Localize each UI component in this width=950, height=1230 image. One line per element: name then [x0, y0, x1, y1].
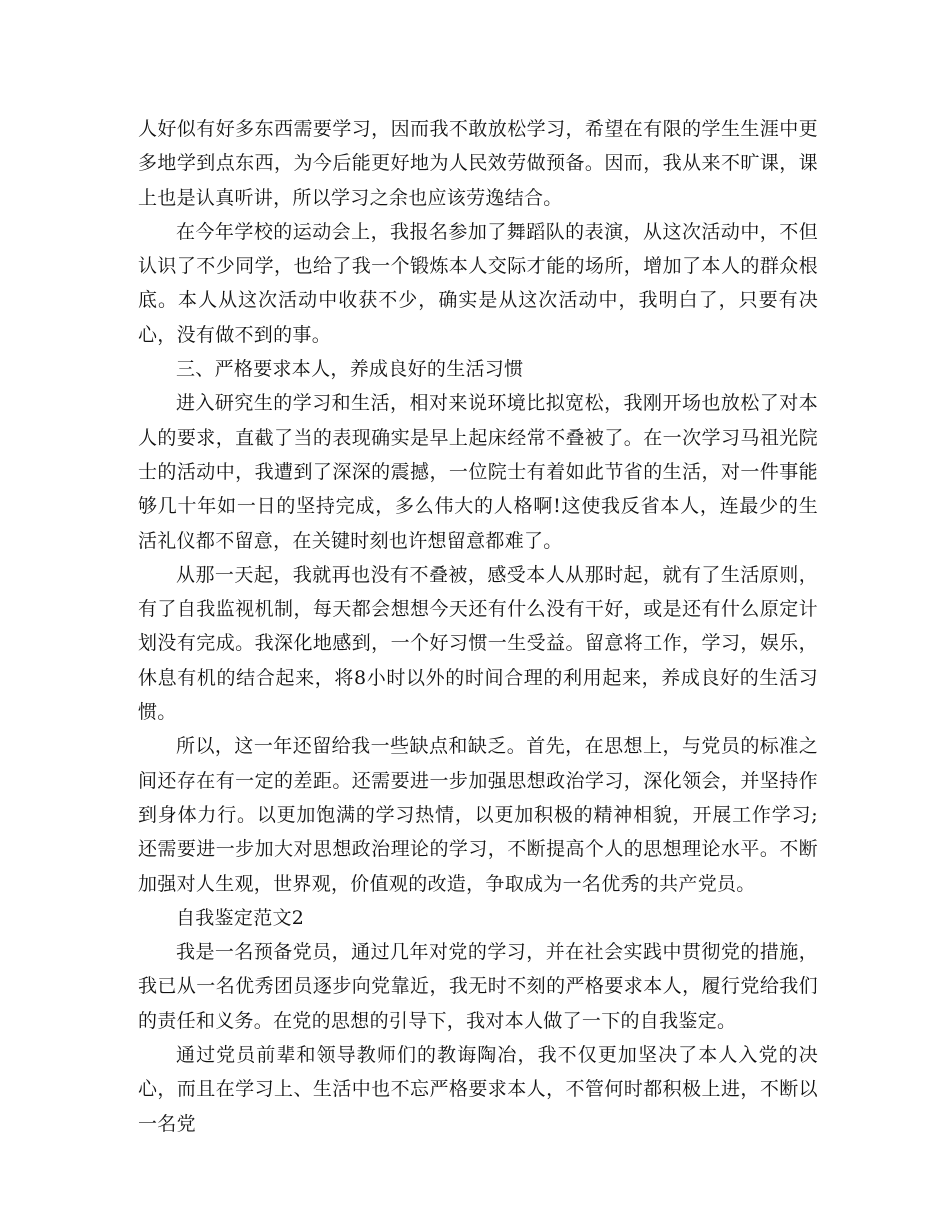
paragraph-shortcomings: 所以，这一年还留给我一些缺点和缺乏。首先，在思想上，与党员的标准之间还存在有一定的差距。还需要进一步加强思想政治学习，深化领会，并坚持作到身体力行。以更加饱满的学习热情，以更加积极的精神相貌，开展工作学习;还需要进一步加大对思想政治理论的学习，不断提高个人的思想理论水平。不断加强对人生观，世界观，价值观的改造，争取成为一名优秀的共产党员。 [138, 735, 818, 895]
paragraph-from-that-day: 从那一天起，我就再也没有不叠被，感受本人从那时起，就有了生活原则，有了自我监视机制，每天都会想想今天还有什么没有干好，或是还有什么原定计划没有完成。我深化地感到，一个好习惯一生受益。留意将工作，学习，娱乐，休息有机的结合起来，将8小时以外的时间合理的利用起来，养成良好的生活习惯。 [138, 563, 818, 724]
section-heading-habits: 三、严格要求本人，养成良好的生活习惯 [176, 358, 524, 381]
section-heading-sample-2: 自我鉴定范文2 [176, 906, 305, 929]
paragraph-graduate-life: 进入研究生的学习和生活，相对来说环境比拟宽松，我刚开场也放松了对本人的要求，直截了当的表现确实是早上起床经常不叠被了。在一次学习马祖光院士的活动中，我遭到了深深的震撼，一位院士有着如此节省的生活，对一件事能够几十年如一日的坚持完成，多么伟大的人格啊!这使我反省本人，连最少的生活礼仪都不留意，在关键时刻也许想留意都难了。 [138, 392, 818, 552]
paragraph-continuation: 人好似有好多东西需要学习，因而我不敢放松学习，希望在有限的学生生涯中更多地学到点东西，为今后能更好地为人民效劳做预备。因而，我从来不旷课，课上也是认真听讲，所以学习之余也应该劳逸结合。 [138, 118, 818, 209]
document-body [138, 112, 818, 1141]
paragraph-probationary-member: 我是一名预备党员，通过几年对党的学习，并在社会实践中贯彻党的措施，我已从一名优秀团员逐步向党靠近，我无时不刻的严格要求本人，履行党给我们的责任和义务。在党的思想的引导下，我对本人做了一下的自我鉴定。 [138, 941, 818, 1032]
paragraph-mentors: 通过党员前辈和领导教师们的教诲陶冶，我不仅更加坚决了本人入党的决心，而且在学习上、生活中也不忘严格要求本人，不管何时都积极上进，不断以一名党 [138, 1044, 818, 1135]
paragraph-sports-meet: 在今年学校的运动会上，我报名参加了舞蹈队的表演，从这次活动中，不但认识了不少同学，也给了我一个锻炼本人交际才能的场所，增加了本人的群众根底。本人从这次活动中收获不少，确实是从这次活动中，我明白了，只要有决心，没有做不到的事。 [138, 220, 818, 346]
